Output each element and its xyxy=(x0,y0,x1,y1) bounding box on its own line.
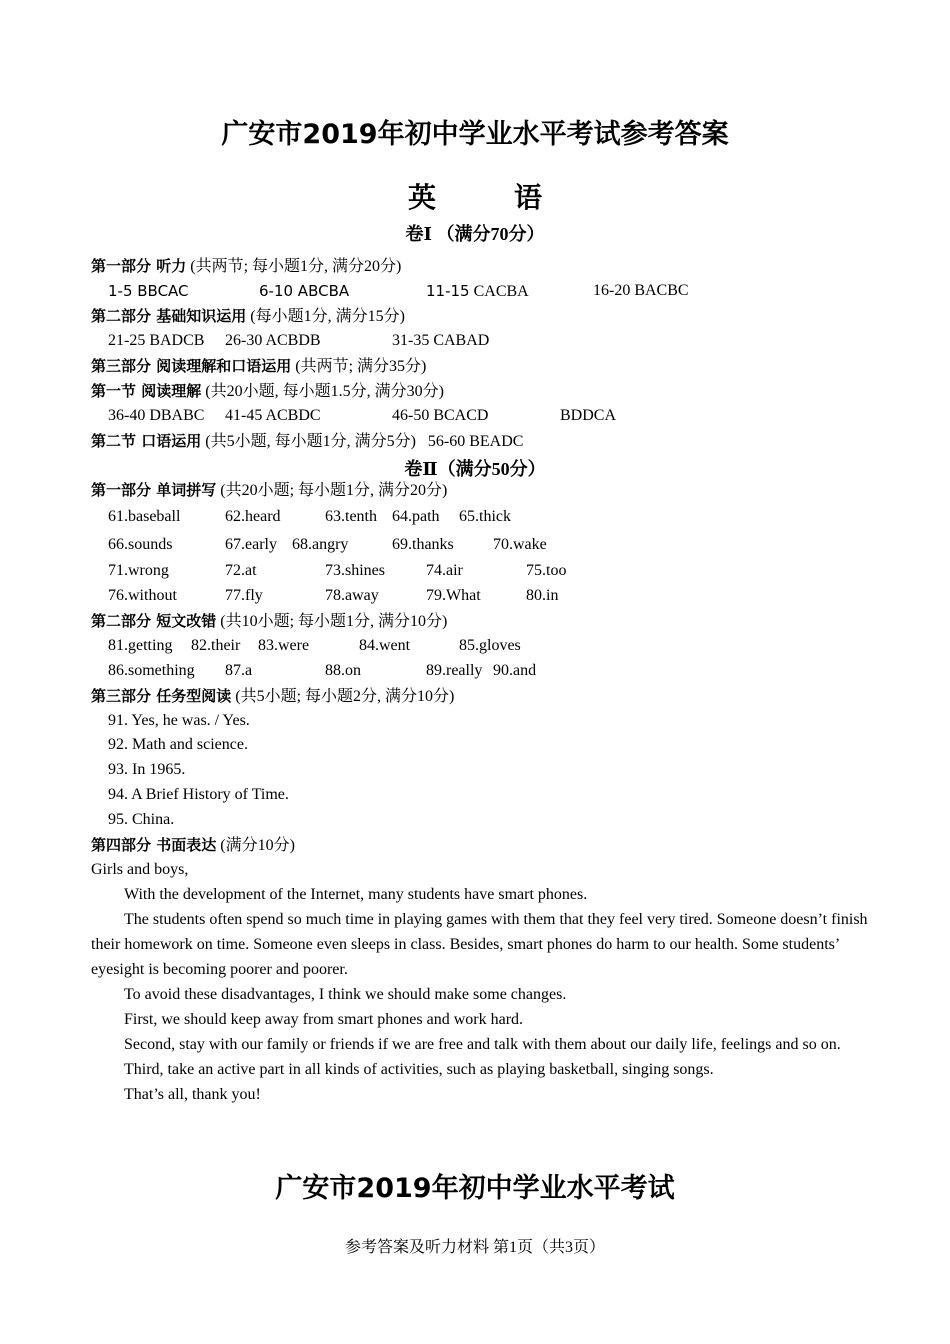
writing-heading: 第四部分 书面表达 (满分10分) xyxy=(91,836,295,854)
page-footer: 参考答案及听力材料 第1页（共3页） xyxy=(344,1239,605,1256)
writing-paragraph: To avoid these disadvantages, I think we should make some changes. xyxy=(124,986,567,1003)
writing-paragraph: Third, take an active part in all kinds of activities, such as playing basketball, singing songs. xyxy=(124,1061,714,1078)
page-title: 广安市2019年初中学业水平考试参考答案 xyxy=(221,119,729,150)
task-heading: 第三部分 任务型阅读 (共5小题; 每小题2分, 满分10分) xyxy=(91,687,455,705)
task-answer-95: 95. China. xyxy=(108,811,175,828)
writing-paragraph: The students often spend so much time in playing games with them that they feel very tired. Someone doesn’t finish their homework on time. Someone even sleeps in class. Besides, smart phones do harm to our health. Some students’ eyesight is becoming poorer and poorer. xyxy=(91,911,868,978)
writing-paragraph: With the development of the Internet, many students have smart phones. xyxy=(124,886,588,903)
section2-heading: 第二节 口语运用 (共5小题, 每小题1分, 满分5分) 56-60 BEADC xyxy=(91,432,524,450)
writing-sample xyxy=(91,857,871,1107)
task-answer-92: 92. Math and science. xyxy=(108,736,248,753)
part2-heading: 第二部分 基础知识运用 (每小题1分, 满分15分) xyxy=(91,307,405,325)
volume-1-heading: 卷Ⅰ （满分70分） xyxy=(405,224,545,244)
part1-heading: 第一部分 听力 (共两节; 每小题1分, 满分20分) xyxy=(91,257,402,275)
next-section-title: 广安市2019年初中学业水平考试 xyxy=(275,1173,675,1204)
spelling-heading: 第一部分 单词拼写 (共20小题; 每小题1分, 满分20分) xyxy=(91,481,448,499)
task-answer-93: 93. In 1965. xyxy=(108,761,186,778)
part3-heading: 第三部分 阅读理解和口语运用 (共两节; 满分35分) xyxy=(91,357,427,375)
task-answer-91: 91. Yes, he was. / Yes. xyxy=(108,712,250,729)
section1-heading: 第一节 阅读理解 (共20小题, 每小题1.5分, 满分30分) xyxy=(91,382,444,400)
correction-heading: 第二部分 短文改错 (共10小题; 每小题1分, 满分10分) xyxy=(91,612,448,630)
writing-paragraph: First, we should keep away from smart phones and work hard. xyxy=(124,1011,524,1028)
writing-paragraph: That’s all, thank you! xyxy=(124,1086,261,1103)
subject-heading: 英 语 xyxy=(407,181,543,214)
task-answer-94: 94. A Brief History of Time. xyxy=(108,786,289,803)
writing-greeting: Girls and boys, xyxy=(91,861,189,878)
writing-paragraph: Second, stay with our family or friends if we are free and talk with them about our daily life, feelings and so on. xyxy=(124,1036,841,1053)
volume-2-heading: 卷Ⅱ（满分50分） xyxy=(404,459,546,479)
